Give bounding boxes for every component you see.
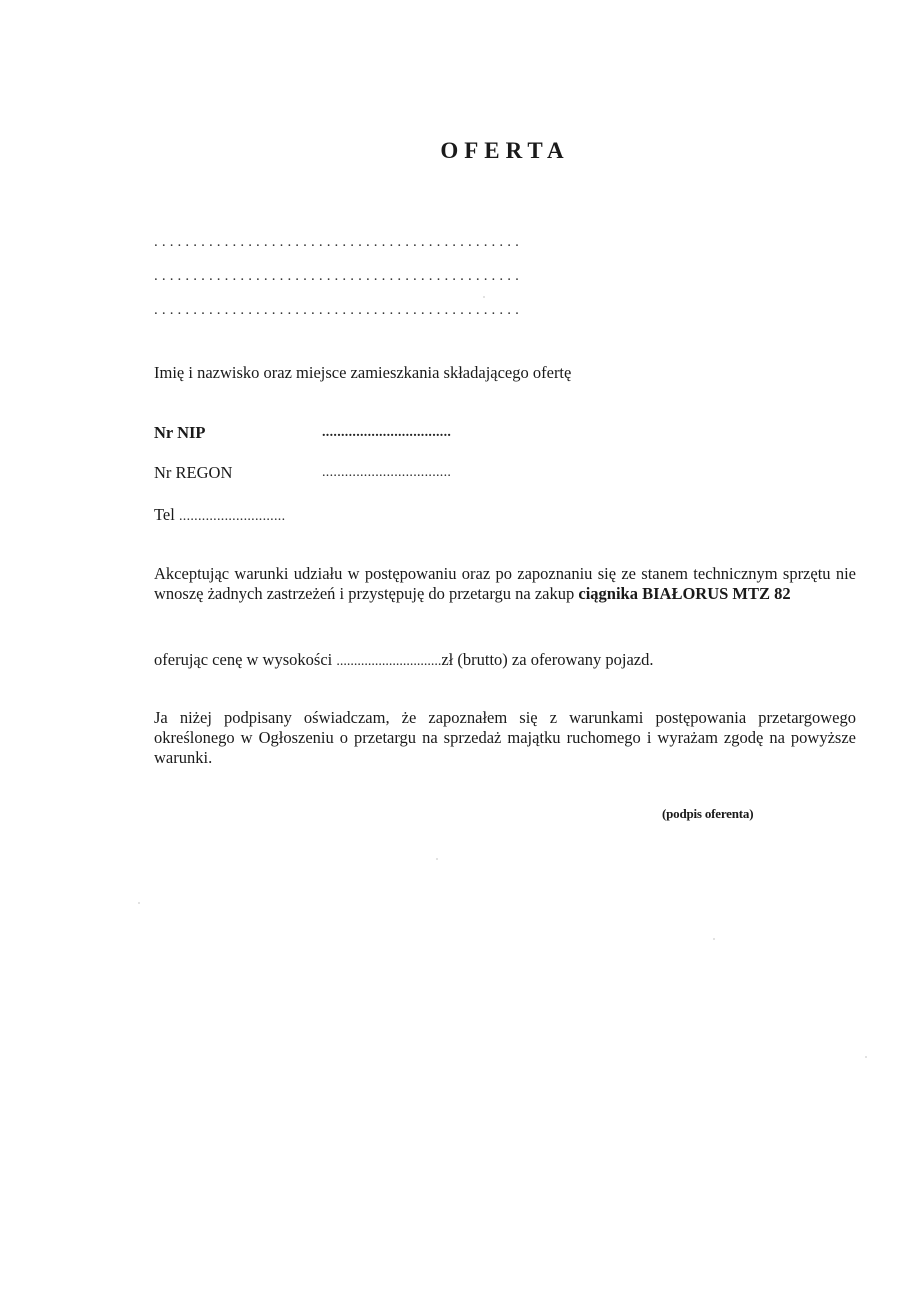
tel-label: Tel [154, 505, 175, 524]
tel-blank: ............................ [178, 509, 286, 524]
price-suffix: zł (brutto) za oferowany pojazd. [441, 650, 654, 669]
price-blank: .............................. [336, 654, 442, 669]
scan-speck [138, 902, 140, 904]
signature-caption: (podpis oferenta) [662, 806, 754, 821]
scan-speck [713, 938, 715, 940]
tel-row [154, 504, 285, 527]
scan-speck [436, 858, 438, 860]
price-row [154, 649, 653, 672]
address-line-3: ............................................... [154, 302, 523, 318]
scan-speck [865, 1056, 867, 1058]
price-prefix: oferując cenę w wysokości [154, 650, 333, 669]
nip-label: Nr NIP [154, 423, 206, 442]
regon-label: Nr REGON [154, 463, 233, 482]
scan-speck [483, 296, 485, 298]
address-line-1: ............................................... [154, 234, 523, 250]
acceptance-vehicle: ciągnika BIAŁORUS MTZ 82 [578, 584, 791, 603]
regon-blank: .................................. [322, 465, 452, 480]
declaration-paragraph: Ja niżej podpisany oświadczam, że zapoznałem się z warunkami postępowania przetargowego określonego w Ogłoszeniu o przetargu na sprzedaż majątku ruchomego i wyrażam zgodę na powyższe warunki. [154, 708, 856, 767]
acceptance-paragraph [154, 564, 856, 604]
address-line-2: ............................................... [154, 268, 523, 284]
acceptance-text: Akceptując warunki udziału w postępowaniu oraz po zapoznaniu się ze stanem technicznym sprzętu nie wnoszę żadnych zastrzeżeń i przystępuję do przetargu na zakup [154, 564, 856, 603]
nip-blank: .................................. [322, 425, 452, 440]
document-title: OFERTA [440, 138, 570, 163]
address-caption: Imię i nazwisko oraz miejsce zamieszkania składającego ofertę [154, 363, 572, 382]
